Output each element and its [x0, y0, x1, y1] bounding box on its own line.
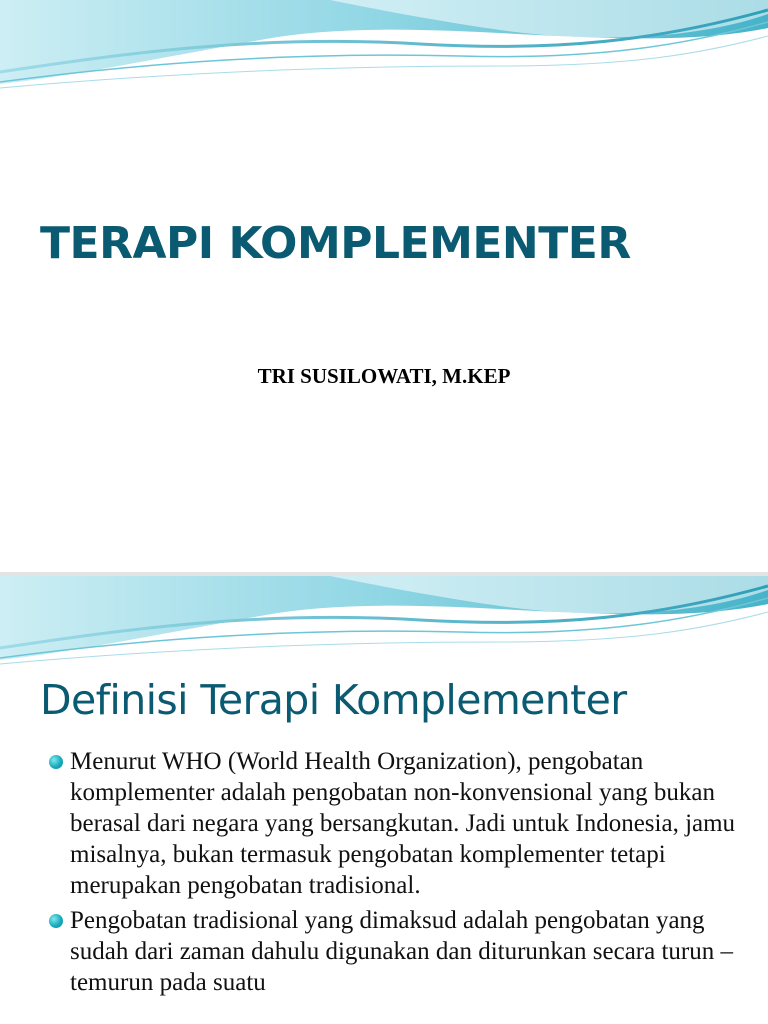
slide-title: TERAPI KOMPLEMENTER — [40, 218, 631, 269]
wave-header-decoration — [0, 576, 768, 668]
content-slide — [0, 576, 768, 1024]
list-item — [48, 905, 738, 998]
bullet-text: Menurut WHO (World Health Organization), pengobatan komplementer adalah pengobatan non-konvensional yang bukan berasal dari negara yang bersangkutan. Jadi untuk Indonesia, jamu misalnya, bukan termasuk pengobatan komplementer tetapi merupakan pengobatan tradisional. — [70, 748, 736, 899]
wave-header-decoration — [0, 0, 768, 92]
author-name: TRI SUSILOWATI, M.KEP — [257, 364, 511, 388]
round-bullet-icon — [49, 755, 63, 769]
bullet-text: Pengobatan tradisional yang dimaksud adalah pengobatan yang sudah dari zaman dahulu digunakan dan diturunkan secara turun – temurun pada suatu — [70, 907, 733, 996]
slide-subtitle — [0, 364, 768, 389]
list-item — [48, 746, 738, 901]
bullet-list — [48, 746, 738, 1002]
slide-title: Definisi Terapi Komplementer — [40, 676, 627, 724]
round-bullet-icon — [49, 914, 63, 928]
